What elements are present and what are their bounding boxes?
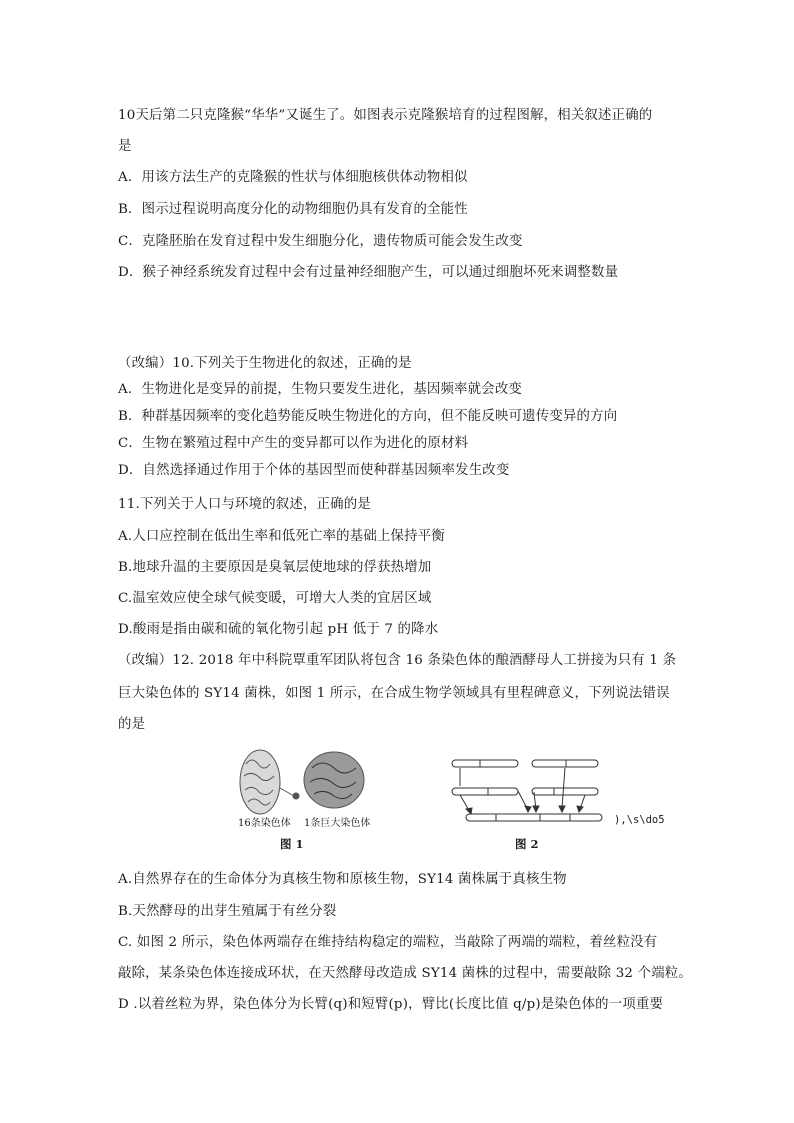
figure-2-artifact-text: ),\s\do5 (614, 814, 665, 826)
figure-1-caption-right: 1条巨大染色体 (304, 818, 371, 829)
question-10-option-b: B．种群基因频率的变化趋势能反映生物进化的方向，但不能反映可遗传变异的方向 (118, 409, 618, 424)
figure-1-image (232, 744, 372, 822)
question-10-option-c: C．生物在繁殖过程中产生的变异都可以作为进化的原材料 (118, 436, 469, 451)
question-11-option-b: B.地球升温的主要原因是臭氧层使地球的俘获热增加 (118, 560, 432, 575)
question-11-option-c: C.温室效应使全球气候变暖，可增大人类的宜居区域 (118, 591, 432, 606)
question-10-option-a: A．生物进化是变异的前提，生物只要发生进化，基因频率就会改变 (118, 382, 522, 397)
question-11-option-a: A.人口应控制在低出生率和低死亡率的基础上保持平衡 (118, 529, 445, 544)
figure-1-label: 图 1 (280, 837, 304, 851)
question-12-option-d: D .以着丝粒为界，染色体分为长臂(q)和短臂(p)，臂比(长度比值 q/p)是染色体的一项重要 (118, 997, 664, 1012)
figure-2-label: 图 2 (515, 837, 539, 851)
question-12-stem: （改编）12. 2018 年中科院覃重军团队将包含 16 条染色体的酿酒酵母人工拼接为只有 1 条 (118, 653, 677, 668)
question-12-figures (232, 744, 692, 854)
question-stem: 10天后第二只克隆猴“华华”又诞生了。如图表示克隆猴培育的过程图解，相关叙述正确的 (118, 108, 653, 123)
question-10-stem: （改编）10.下列关于生物进化的叙述，正确的是 (118, 356, 412, 371)
question-11-option-d: D.酸雨是指由碳和硫的氧化物引起 pH 低于 7 的降水 (118, 622, 439, 637)
question-12-option-a: A.自然界存在的生命体分为真核生物和原核生物，SY14 菌株属于真核生物 (118, 872, 567, 887)
question-stem: 是 (118, 139, 132, 154)
question-10-option-d: D．自然选择通过作用于个体的基因型而使种群基因频率发生改变 (118, 463, 510, 478)
question-11-stem: 11.下列关于人口与环境的叙述，正确的是 (118, 497, 371, 512)
question-12-option-c: C. 如图 2 所示，染色体两端存在维持结构稳定的端粒，当敲除了两端的端粒，着丝粒没有 (118, 935, 658, 950)
option-d: D．猴子神经系统发育过程中会有过量神经细胞产生，可以通过细胞坏死来调整数量 (118, 265, 619, 280)
option-b: B．图示过程说明高度分化的动物细胞仍具有发育的全能性 (118, 202, 468, 217)
option-a: A．用该方法生产的克隆猴的性状与体细胞核供体动物相似 (118, 170, 468, 185)
figure-1-caption-left: 16条染色体 (238, 818, 291, 829)
question-12-option-b: B.天然酵母的出芽生殖属于有丝分裂 (118, 904, 337, 919)
question-12-option-c-cont: 敲除，某条染色体连接成环状，在天然酵母改造成 SY14 菌株的过程中，需要敲除 32 个端粒。 (118, 966, 692, 981)
figure-2-image (450, 746, 610, 826)
question-12-stem: 巨大染色体的 SY14 菌株，如图 1 所示，在合成生物学领域具有里程碑意义，下列说法错误 (118, 686, 670, 701)
question-12-stem: 的是 (118, 717, 146, 732)
option-c: C．克隆胚胎在发育过程中发生细胞分化，遗传物质可能会发生改变 (118, 234, 523, 249)
